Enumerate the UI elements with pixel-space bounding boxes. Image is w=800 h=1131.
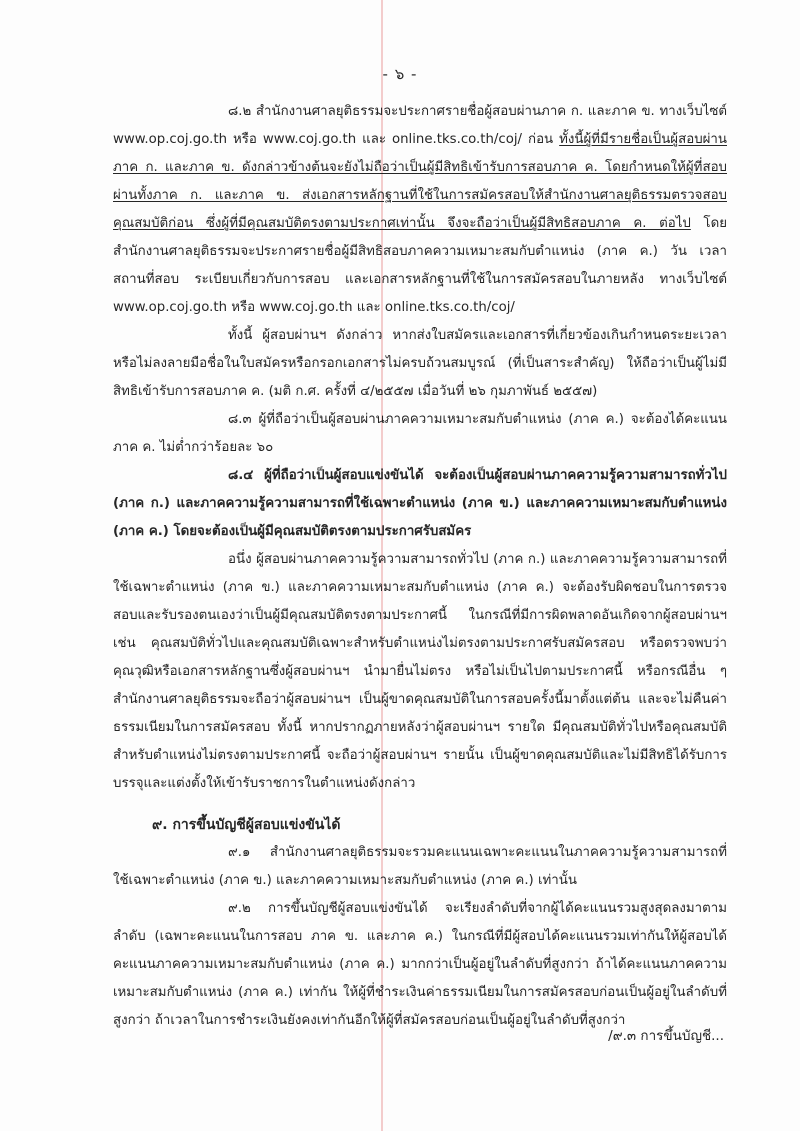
continuation-marker: /๙.๓ การขึ้นบัญชี... — [608, 1028, 724, 1044]
page-number: - ๖ - — [382, 65, 418, 83]
section-9-heading: ๙. การขึ้นบัญชีผู้สอบแข่งขันได้ — [152, 817, 341, 833]
paragraph-8-3: ๘.๓ ผู้ที่ถือว่าเป็นผู้สอบผ่านภาคความเหมาะสมกับตำแหน่ง (ภาค ค.) จะต้องได้คะแนนภาค ค. ไม่ต่ำกว่าร้อยละ ๖๐ — [113, 412, 727, 455]
paragraph-8-2-underlined: ทั้งนี้ผู้ที่มีรายชื่อเป็นผู้สอบผ่านภาค ก. และภาค ข. ดังกล่าวข้างต้นจะยังไม่ถือว่าเป็นผู้มีสิทธิเข้ารับการสอบภาค ค. โดยกำหนดให้ผู้ที่สอบผ่านทั้งภาค ก. และภาค ข. ส่งเอกสารหลักฐานที่ใช้ในการสมัครสอบให้สำนักงานศาลยุติธรรมตรวจสอบคุณสมบัติก่อน ซึ่งผู้ที่มีคุณสมบัติตรงตามประกาศเท่านั้น จึงจะถือว่าเป็นผู้มีสิทธิสอบภาค ค. ต่อไป — [113, 132, 727, 231]
paragraph-8-2-note: ทั้งนี้ ผู้สอบผ่านฯ ดังกล่าว หากส่งใบสมัครและเอกสารที่เกี่ยวข้องเกินกำหนดระยะเวลา หรือไม่ลงลายมือชื่อในใบสมัครหรือกรอกเอกสารไม่ครบถ้วนสมบูรณ์ (ที่เป็นสาระสำคัญ) ให้ถือว่าเป็นผู้ไม่มีสิทธิเข้ารับการสอบภาค ค. (มติ ก.ศ. ครั้งที่ ๔/๒๕๕๗ เมื่อวันที่ ๒๖ กุมภาพันธ์ ๒๕๕๗) — [113, 328, 727, 399]
paragraph-8-2-text-end: โดยสำนักงานศาลยุติธรรมจะประกาศรายชื่อผู้มีสิทธิสอบภาคความเหมาะสมกับตำแหน่ง (ภาค ค.) วัน เวลา สถานที่สอบ ระเบียบเกี่ยวกับการสอบ และเอกสารหลักฐานที่ใช้ในการสมัครสอบในภายหลัง ทางเว็บไซต์ www.op.coj.go.th หรือ www.coj.go.th และ online.tks.co.th/coj/ — [113, 216, 728, 315]
paragraph-8-2 — [113, 98, 727, 322]
paragraph-8-4-note: อนึ่ง ผู้สอบผ่านภาคความรู้ความสามารถทั่วไป (ภาค ก.) และภาคความรู้ความสามารถที่ใช้เฉพาะตำแหน่ง (ภาค ข.) และภาคความเหมาะสมกับตำแหน่ง (ภาค ค.) จะต้องรับผิดชอบในการตรวจสอบและรับรองตนเองว่าเป็นผู้มีคุณสมบัติตรงตามประกาศนี้ ในกรณีที่มีการผิดพลาดอันเกิดจากผู้สอบผ่านฯ เช่น คุณสมบัติทั่วไปและคุณสมบัติเฉพาะสำหรับตำแหน่งไม่ตรงตามประกาศรับสมัครสอบ หรือตรวจพบว่าคุณวุฒิหรือเอกสารหลักฐานซึ่งผู้สอบผ่านฯ นำมายื่นไม่ตรง หรือไม่เป็นไปตามประกาศนี้ หรือกรณีอื่น ๆ สำนักงานศาลยุติธรรมจะถือว่าผู้สอบผ่านฯ เป็นผู้ขาดคุณสมบัติในการสอบครั้งนี้มาตั้งแต่ต้น และจะไม่คืนค่าธรรมเนียมในการสมัครสอบ ทั้งนี้ หากปรากฏภายหลังว่าผู้สอบผ่านฯ รายใด มีคุณสมบัติทั่วไปหรือคุณสมบัติสำหรับตำแหน่งไม่ตรงตามประกาศนี้ จะถือว่าผู้สอบผ่านฯ รายนั้น เป็นผู้ขาดคุณสมบัติและไม่มีสิทธิได้รับการบรรจุและแต่งตั้งให้เข้ารับราชการในตำแหน่งดังกล่าว — [113, 552, 727, 791]
paragraph-8-2-text: ๘.๒ สำนักงานศาลยุติธรรมจะประกาศรายชื่อผู้สอบผ่านภาค ก. และภาค ข. ทางเว็บไซต์ www.op.coj.go.th หรือ www.coj.go.th และ online.tks.co.th/coj/ ก่อน — [113, 104, 727, 147]
paragraph-9-2: ๙.๒ การขึ้นบัญชีผู้สอบแข่งขันได้ จะเรียงลำดับที่จากผู้ได้คะแนนรวมสูงสุดลงมาตามลำดับ (เฉพาะคะแนนในการสอบ ภาค ข. และภาค ค.) ในกรณีที่มีผู้สอบได้คะแนนรวมเท่ากันให้ผู้สอบได้คะแนนภาคความเหมาะสมกับตำแหน่ง (ภาค ค.) มากกว่าเป็นผู้อยู่ในลำดับที่สูงกว่า ถ้าได้คะแนนภาคความเหมาะสมกับตำแหน่ง (ภาค ค.) เท่ากัน ให้ผู้ที่ชำระเงินค่าธรรมเนียมในการสมัครสอบก่อนเป็นผู้อยู่ในลำดับที่สูงกว่า ถ้าเวลาในการชำระเงินยังคงเท่ากันอีกให้ผู้ที่สมัครสอบก่อนเป็นผู้อยู่ในลำดับที่สูงกว่า — [113, 901, 727, 1028]
paragraph-9-1: ๙.๑ สำนักงานศาลยุติธรรมจะรวมคะแนนเฉพาะคะแนนในภาคความรู้ความสามารถที่ใช้เฉพาะตำแหน่ง (ภาค ข.) และภาคความเหมาะสมกับตำแหน่ง (ภาค ค.) เท่านั้น — [113, 845, 727, 888]
document-body — [113, 98, 727, 1035]
paragraph-8-4: ๘.๔ ผู้ที่ถือว่าเป็นผู้สอบแข่งขันได้ จะต้องเป็นผู้สอบผ่านภาคความรู้ความสามารถทั่วไป (ภาค ก.) และภาคความรู้ความสามารถที่ใช้เฉพาะตำแหน่ง (ภาค ข.) และภาคความเหมาะสมกับตำแหน่ง (ภาค ค.) โดยจะต้องเป็นผู้มีคุณสมบัติตรงตามประกาศรับสมัคร — [113, 468, 727, 539]
